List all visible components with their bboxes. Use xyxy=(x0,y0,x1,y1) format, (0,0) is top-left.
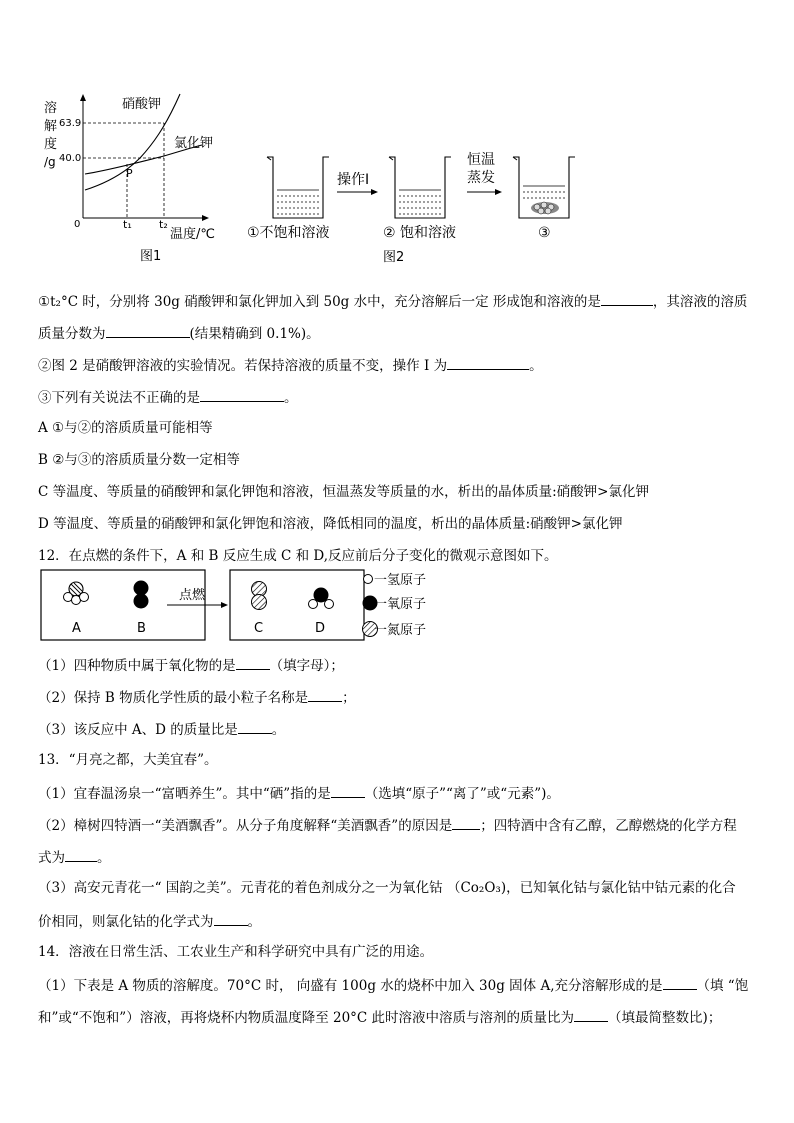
x-axis-arrow xyxy=(202,215,209,221)
arrow-2-head xyxy=(495,189,502,195)
y-axis-arrow xyxy=(80,94,86,101)
q11-part3-text-a: ③下列有关说法不正确的是 xyxy=(38,390,200,406)
q13-sub2-text-b: ；四特酒中含有乙醇，乙醇燃烧的化学方程 xyxy=(480,818,737,834)
q12-sub2 xyxy=(38,687,356,707)
answer-blank[interactable] xyxy=(65,847,97,862)
q14-stem: 14．溶液在日常生活、工农业生产和科学研究中具有广泛的用途。 xyxy=(38,944,434,960)
kno3-label: 硝酸钾 xyxy=(122,97,162,112)
q13-sub2-text-a: （2）樟树四特酒一“美酒飘香”。从分子角度解释“美酒飘香”的原因是 xyxy=(38,818,453,834)
q12-sub3-text-b: 。 xyxy=(271,722,286,738)
products-box xyxy=(230,570,364,640)
y-axis-label-2: 解 xyxy=(44,119,58,134)
q13-sub1-text-a: （1）宜春温汤泉一“富晒养生”。其中“硒”指的是 xyxy=(38,786,331,802)
q12-sub1 xyxy=(38,655,344,675)
q11-option-c: C 等温度、等质量的硝酸钾和氯化钾饱和溶液，恒温蒸发等质量的水，析出的晶体质量:硝酸钾>氯化钾 xyxy=(38,484,649,500)
legend-oxygen-label: 一氧原子 xyxy=(374,597,427,612)
q11-part3 xyxy=(38,387,298,407)
q13-sub3-line2 xyxy=(38,911,261,931)
beaker-3 xyxy=(513,157,575,218)
answer-blank[interactable] xyxy=(574,1007,608,1022)
y-tick-63-9: 63.9 xyxy=(59,118,82,129)
q14-sub1-line1 xyxy=(38,975,748,995)
label-b: B xyxy=(137,621,146,636)
answer-blank[interactable] xyxy=(308,687,342,702)
q12-stem: 12．在点燃的条件下，A 和 B 反应生成 C 和 D,反应前后分子变化的微观示意图如下。 xyxy=(38,548,558,564)
answer-blank[interactable] xyxy=(106,323,190,338)
q11-part1-text-b: ，其溶液的溶质 xyxy=(652,294,748,310)
q14-sub1-text-b: （填 “饱 xyxy=(696,978,749,994)
label-d: D xyxy=(315,621,326,636)
q13-sub2-line1 xyxy=(38,815,737,835)
q13-sub3-line1: （3）高安元青花一“ 国韵之美”。元青花的着色剂成分之一为氧化钴 （Co₂O₃)，已知氧化钴与氯化钴中钴元素的化合 xyxy=(38,880,736,896)
reaction-condition: 点燃 xyxy=(179,588,206,603)
q11-part2-text-a: ②图 2 是硝酸钾溶液的实验情况。若保持溶液的质量不变，操作 I 为 xyxy=(38,358,448,374)
answer-blank[interactable] xyxy=(601,291,653,306)
beaker-1 xyxy=(267,157,329,218)
q13-sub2-text-d: 。 xyxy=(97,850,111,866)
q13-stem: 13．“月亮之都，大美宜春”。 xyxy=(38,752,218,768)
q12-sub1-text-b: （填字母）； xyxy=(269,658,344,674)
y-tick-40-0: 40.0 xyxy=(59,153,82,164)
answer-blank[interactable] xyxy=(452,815,480,830)
beaker-2 xyxy=(389,157,451,218)
x-axis-label: 温度/℃ xyxy=(170,227,215,242)
q13-sub3-text-b: 价相同，则氯化钴的化学式为 xyxy=(38,914,214,930)
figure-2-caption: 图2 xyxy=(383,250,405,265)
q11-option-a: A ①与②的溶质质量可能相等 xyxy=(38,420,213,436)
y-axis-label-1: 溶 xyxy=(44,101,58,116)
x-tick-t1: t₁ xyxy=(123,218,132,231)
molecule-a xyxy=(64,582,89,605)
operation-2-line-2: 蒸发 xyxy=(467,170,495,186)
y-axis-label-4: /g xyxy=(44,155,56,169)
q11-part1-line1 xyxy=(38,291,747,311)
q13-sub1-text-b: （选填“原子”“离了”或“元素”)。 xyxy=(364,786,560,802)
operation-1-label: 操作Ⅰ xyxy=(337,172,370,188)
legend-nitrogen-label: 一氮原子 xyxy=(374,623,427,638)
solubility-curve-figure xyxy=(40,90,240,265)
answer-blank[interactable] xyxy=(331,783,365,798)
q13-sub3-text-c: 。 xyxy=(247,914,261,930)
q14-sub1-text-c: 和”或“不饱和”）溶液，再将烧杯内物质温度降至 20°C 此时溶液中溶质与溶剂的质量比为 xyxy=(38,1010,575,1026)
x-tick-t2: t₂ xyxy=(159,218,168,231)
legend-hydrogen-icon xyxy=(364,575,373,584)
reaction-arrow-head xyxy=(221,602,228,608)
q11-option-d: D 等温度、等质量的硝酸钾和氯化钾饱和溶液，降低相同的温度，析出的晶体质量:硝酸钾>氯化钾 xyxy=(38,516,623,532)
answer-blank[interactable] xyxy=(238,719,272,734)
answer-blank[interactable] xyxy=(214,911,248,926)
beaker-2-label: ② 饱和溶液 xyxy=(383,225,457,241)
answer-blank[interactable] xyxy=(236,655,270,670)
q11-part1-line2 xyxy=(38,323,320,343)
q12-sub2-text-b: ； xyxy=(342,690,356,706)
q12-sub3-text-a: （3）该反应中 A、D 的质量比是 xyxy=(38,722,238,738)
label-c: C xyxy=(254,621,264,636)
arrow-1-head xyxy=(371,189,378,195)
molecule-reaction-diagram xyxy=(40,567,460,645)
q11-part2-text-b: 。 xyxy=(529,358,543,374)
q14-sub1-line2 xyxy=(38,1007,721,1027)
beaker-3-label: ③ xyxy=(538,225,551,241)
operation-2-line-1: 恒温 xyxy=(467,152,495,168)
origin-label: 0 xyxy=(74,219,81,230)
molecule-c xyxy=(252,582,267,610)
q12-sub3 xyxy=(38,719,285,739)
answer-blank[interactable] xyxy=(447,355,529,370)
legend xyxy=(363,573,427,638)
beaker-experiment-figure xyxy=(245,140,585,265)
q11-part1-text-d: (结果精确到 0.1%)。 xyxy=(189,326,320,342)
q14-sub1-text-d: （填最简整数比)； xyxy=(608,1010,722,1026)
q13-sub2-text-c: 式为 xyxy=(38,850,65,866)
beaker-1-label: ①不饱和溶液 xyxy=(247,225,330,241)
answer-blank[interactable] xyxy=(200,387,284,402)
q13-sub1 xyxy=(38,783,560,803)
label-a: A xyxy=(72,621,81,636)
q13-sub2-line2 xyxy=(38,847,111,867)
q14-sub1-text-a: （1）下表是 A 物质的溶解度。70°C 时， 向盛有 100g 水的烧杯中加入 30g 固体 A,充分溶解形成的是 xyxy=(38,978,663,994)
q11-part1-text-a: ①t₂°C 时，分别将 30g 硝酸钾和氯化钾加入到 50g 水中，充分溶解后一定 形成饱和溶液的是 xyxy=(38,294,601,310)
q12-sub2-text-a: （2）保持 B 物质化学性质的最小粒子名称是 xyxy=(38,690,309,706)
legend-hydrogen-label: 一氢原子 xyxy=(374,573,427,588)
q11-part3-text-b: 。 xyxy=(284,390,298,406)
molecule-d xyxy=(309,588,334,609)
figure-1-caption: 图1 xyxy=(140,249,162,264)
point-p-label: P xyxy=(126,167,133,180)
molecule-b xyxy=(134,581,149,609)
kcl-label: 氯化钾 xyxy=(174,136,214,151)
q11-part2 xyxy=(38,355,543,375)
q11-option-b: B ②与③的溶质质量分数一定相等 xyxy=(38,452,240,468)
q12-sub1-text-a: （1）四种物质中属于氧化物的是 xyxy=(38,658,236,674)
q11-part1-text-c: 质量分数为 xyxy=(38,326,106,342)
y-axis-label-3: 度 xyxy=(44,137,58,152)
answer-blank[interactable] xyxy=(663,975,697,990)
